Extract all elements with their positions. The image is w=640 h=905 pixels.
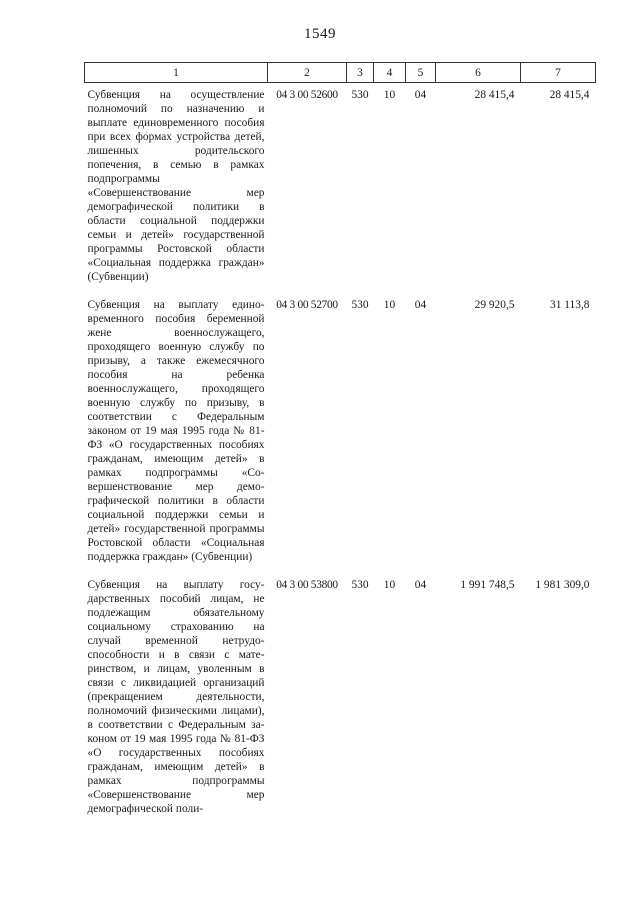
column-header: 4 [374,63,406,83]
expense-type-code: 530 [351,579,369,591]
subsection-code: 04 [414,579,427,591]
row-description: Субвенция на осуществление полномочий по назначению и выплате единовременного пособия при всех формах устройства детей, лишенных родительского попечения, в семью в рамках подпрограммы «Совершенствование мер демографической политики в области социальной поддержки семьи и детей» государственной программы Ростовской области «Социальная поддержка граждан» (Субвенции) [87,89,265,283]
amount-year-2: 31 113,8 [550,299,590,311]
table-row [85,88,596,284]
expense-type-code: 530 [351,299,369,311]
section-code: 10 [383,299,396,311]
row-description: Субвенция на выплату государственных пособий лицам, не подлежащим обязательному социальному страхованию на случай временной нетрудоспособности и в связи с материнством, и лицам, уволенным в связи с ликвидацией организаций (прекращением деятельности, полномочий физическими лицами), в соответствии с Федеральным законом от 19 мая 1995 года № 81-ФЗ «О государственных пособиях гражданам, имеющим детей» в рамках подпрограммы «Совершенствование мер демографической поли- [87,579,265,815]
subsection-code: 04 [414,299,427,311]
table-header-row [85,63,596,83]
column-header: 6 [436,63,521,83]
column-header: 5 [406,63,436,83]
expense-type-code: 530 [351,89,369,101]
column-header: 2 [268,63,347,83]
row-description: Субвенция на выплату единовременного пособия беременной жене военнослужащего, проходящего военную службу по призыву, а также ежемесячного пособия на ребенка военнослужащего, проходящего военную службу по призыву, в соответствии с Федеральным законом от 19 мая 1995 года № 81-ФЗ «О государственных пособиях гражданам, имеющим детей» в рамках подпрограммы «Совершенствование мер демографической политики в области социальной поддержки семьи и детей» государственной программы Ростовской области «Социальная поддержка граждан» (Субвенции) [87,299,265,563]
target-article-code: 04 3 00 52700 [276,299,338,311]
column-header: 3 [347,63,374,83]
column-header: 7 [521,63,596,83]
subsection-code: 04 [414,89,427,101]
table-row [85,298,596,564]
amount-year-1: 28 415,4 [474,89,515,101]
amount-year-1: 29 920,5 [474,299,515,311]
table-row [85,578,596,816]
amount-year-2: 1 981 309,0 [535,579,590,591]
budget-table [84,62,596,816]
target-article-code: 04 3 00 52600 [276,89,338,101]
amount-year-1: 1 991 748,5 [460,579,515,591]
amount-year-2: 28 415,4 [549,89,590,101]
column-header: 1 [85,63,268,83]
target-article-code: 04 3 00 53800 [276,579,338,591]
page-number: 1549 [304,26,336,42]
section-code: 10 [383,89,396,101]
section-code: 10 [383,579,396,591]
